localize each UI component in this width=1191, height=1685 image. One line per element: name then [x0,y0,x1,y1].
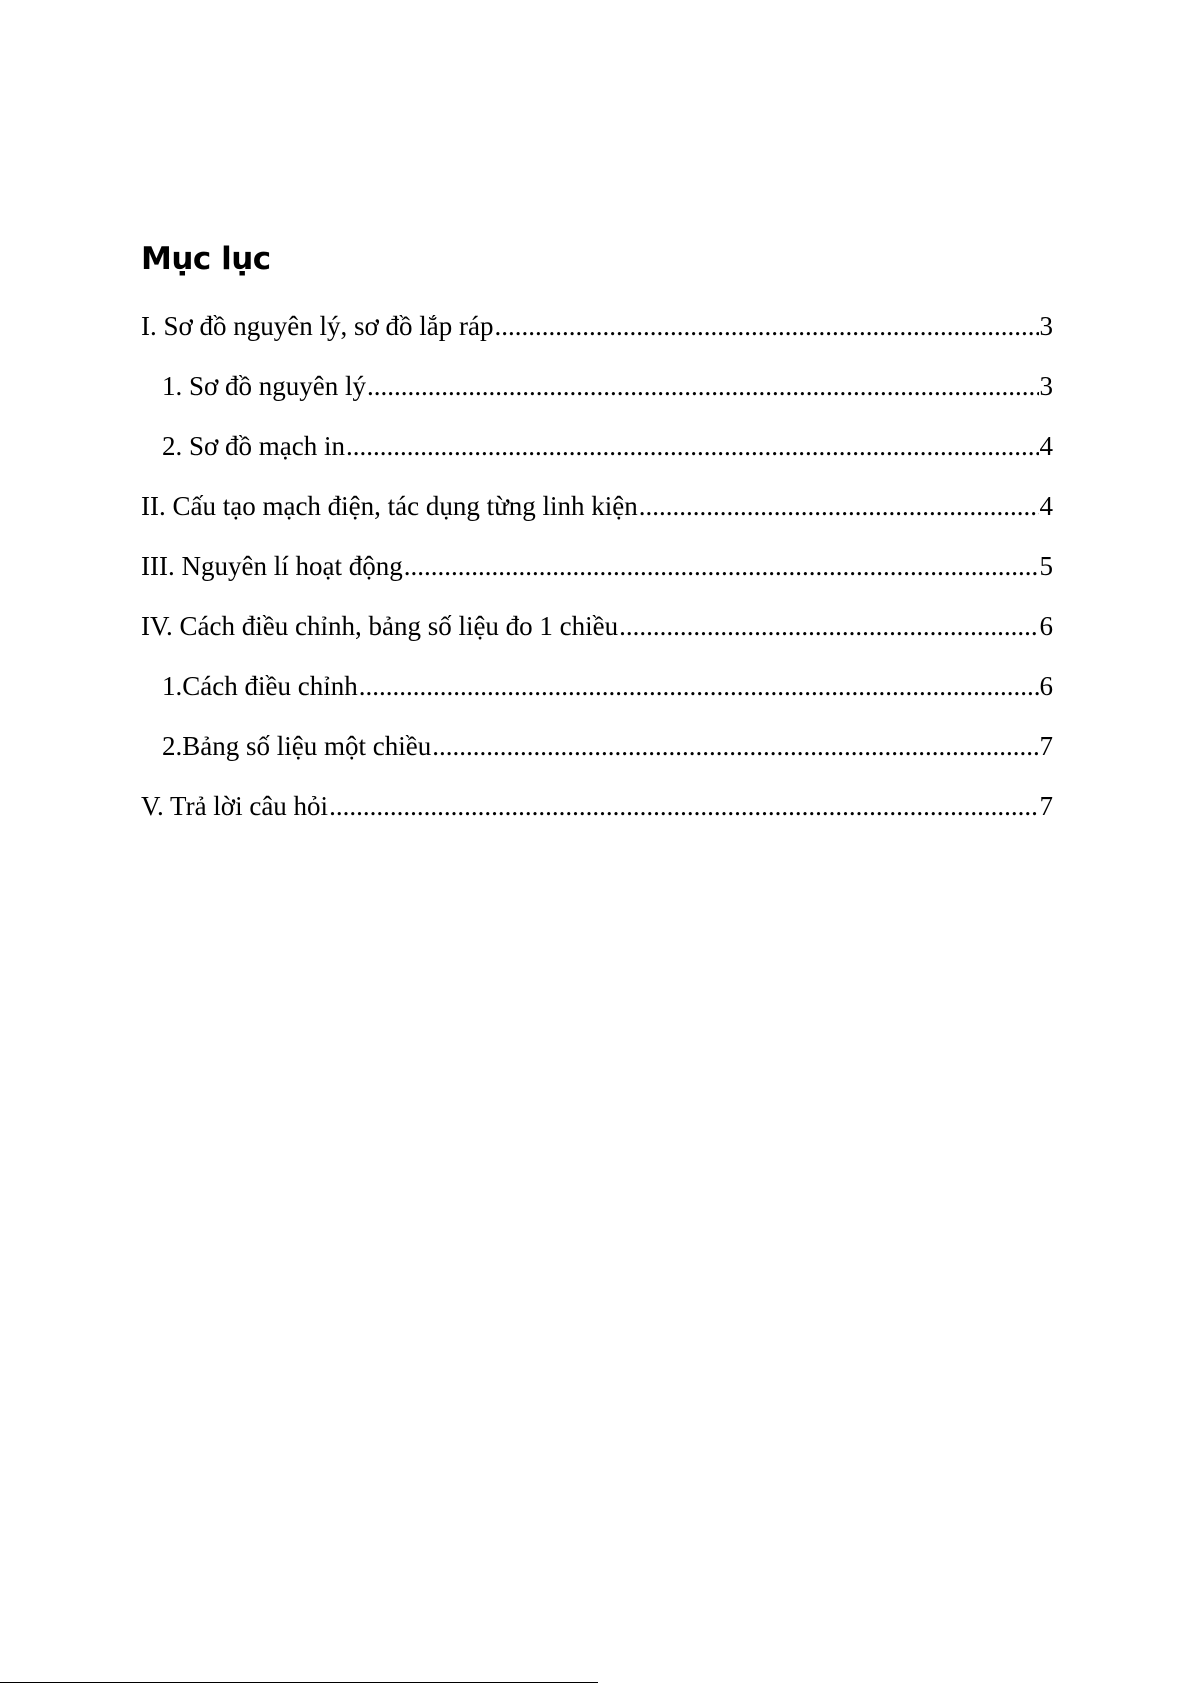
toc-dot-leader [346,416,1038,476]
toc-list [141,296,1053,836]
toc-dot-leader [639,476,1039,536]
toc-entry[interactable] [141,716,1053,776]
toc-entry[interactable] [141,596,1053,656]
toc-title: Mục lục [141,241,271,277]
toc-entry[interactable] [141,476,1053,536]
table-of-contents [141,234,1053,836]
toc-entry-text: IV. Cách điều chỉnh, bảng số liệu đo 1 chiều [141,611,619,641]
toc-entry-text: 1. Sơ đồ nguyên lý [162,371,367,401]
toc-entry-page: 4 [1039,491,1053,521]
toc-entry-text: 2. Sơ đồ mạch in [162,431,346,461]
toc-entry[interactable] [141,656,1053,716]
toc-entry-page: 4 [1039,431,1053,461]
toc-entry-page: 3 [1039,311,1053,341]
toc-entry-page: 5 [1039,551,1053,581]
toc-entry-page: 6 [1039,611,1053,641]
toc-dot-leader [495,296,1039,356]
toc-entry-text: II. Cấu tạo mạch điện, tác dụng từng linh kiện [141,491,638,521]
toc-dot-leader [404,536,1039,596]
footer-divider [0,1682,598,1683]
toc-dot-leader [619,596,1038,656]
toc-dot-leader [329,776,1038,836]
toc-entry-text: 2.Bảng số liệu một chiều [162,731,432,761]
toc-dot-leader [367,356,1038,416]
toc-entry-text: 1.Cách điều chỉnh [162,671,358,701]
toc-entry[interactable] [141,296,1053,356]
toc-dot-leader [359,656,1039,716]
toc-entry-page: 6 [1039,671,1053,701]
toc-entry-page: 7 [1039,791,1053,821]
toc-entry-page: 3 [1039,371,1053,401]
toc-entry-text: V. Trả lời câu hỏi [141,791,329,821]
toc-dot-leader [432,716,1038,776]
toc-entry[interactable] [141,776,1053,836]
toc-entry[interactable] [141,356,1053,416]
toc-entry-page: 7 [1039,731,1053,761]
toc-entry-text: III. Nguyên lí hoạt động [141,551,403,581]
toc-entry[interactable] [141,536,1053,596]
toc-entry-text: I. Sơ đồ nguyên lý, sơ đồ lắp ráp [141,311,494,341]
toc-entry[interactable] [141,416,1053,476]
